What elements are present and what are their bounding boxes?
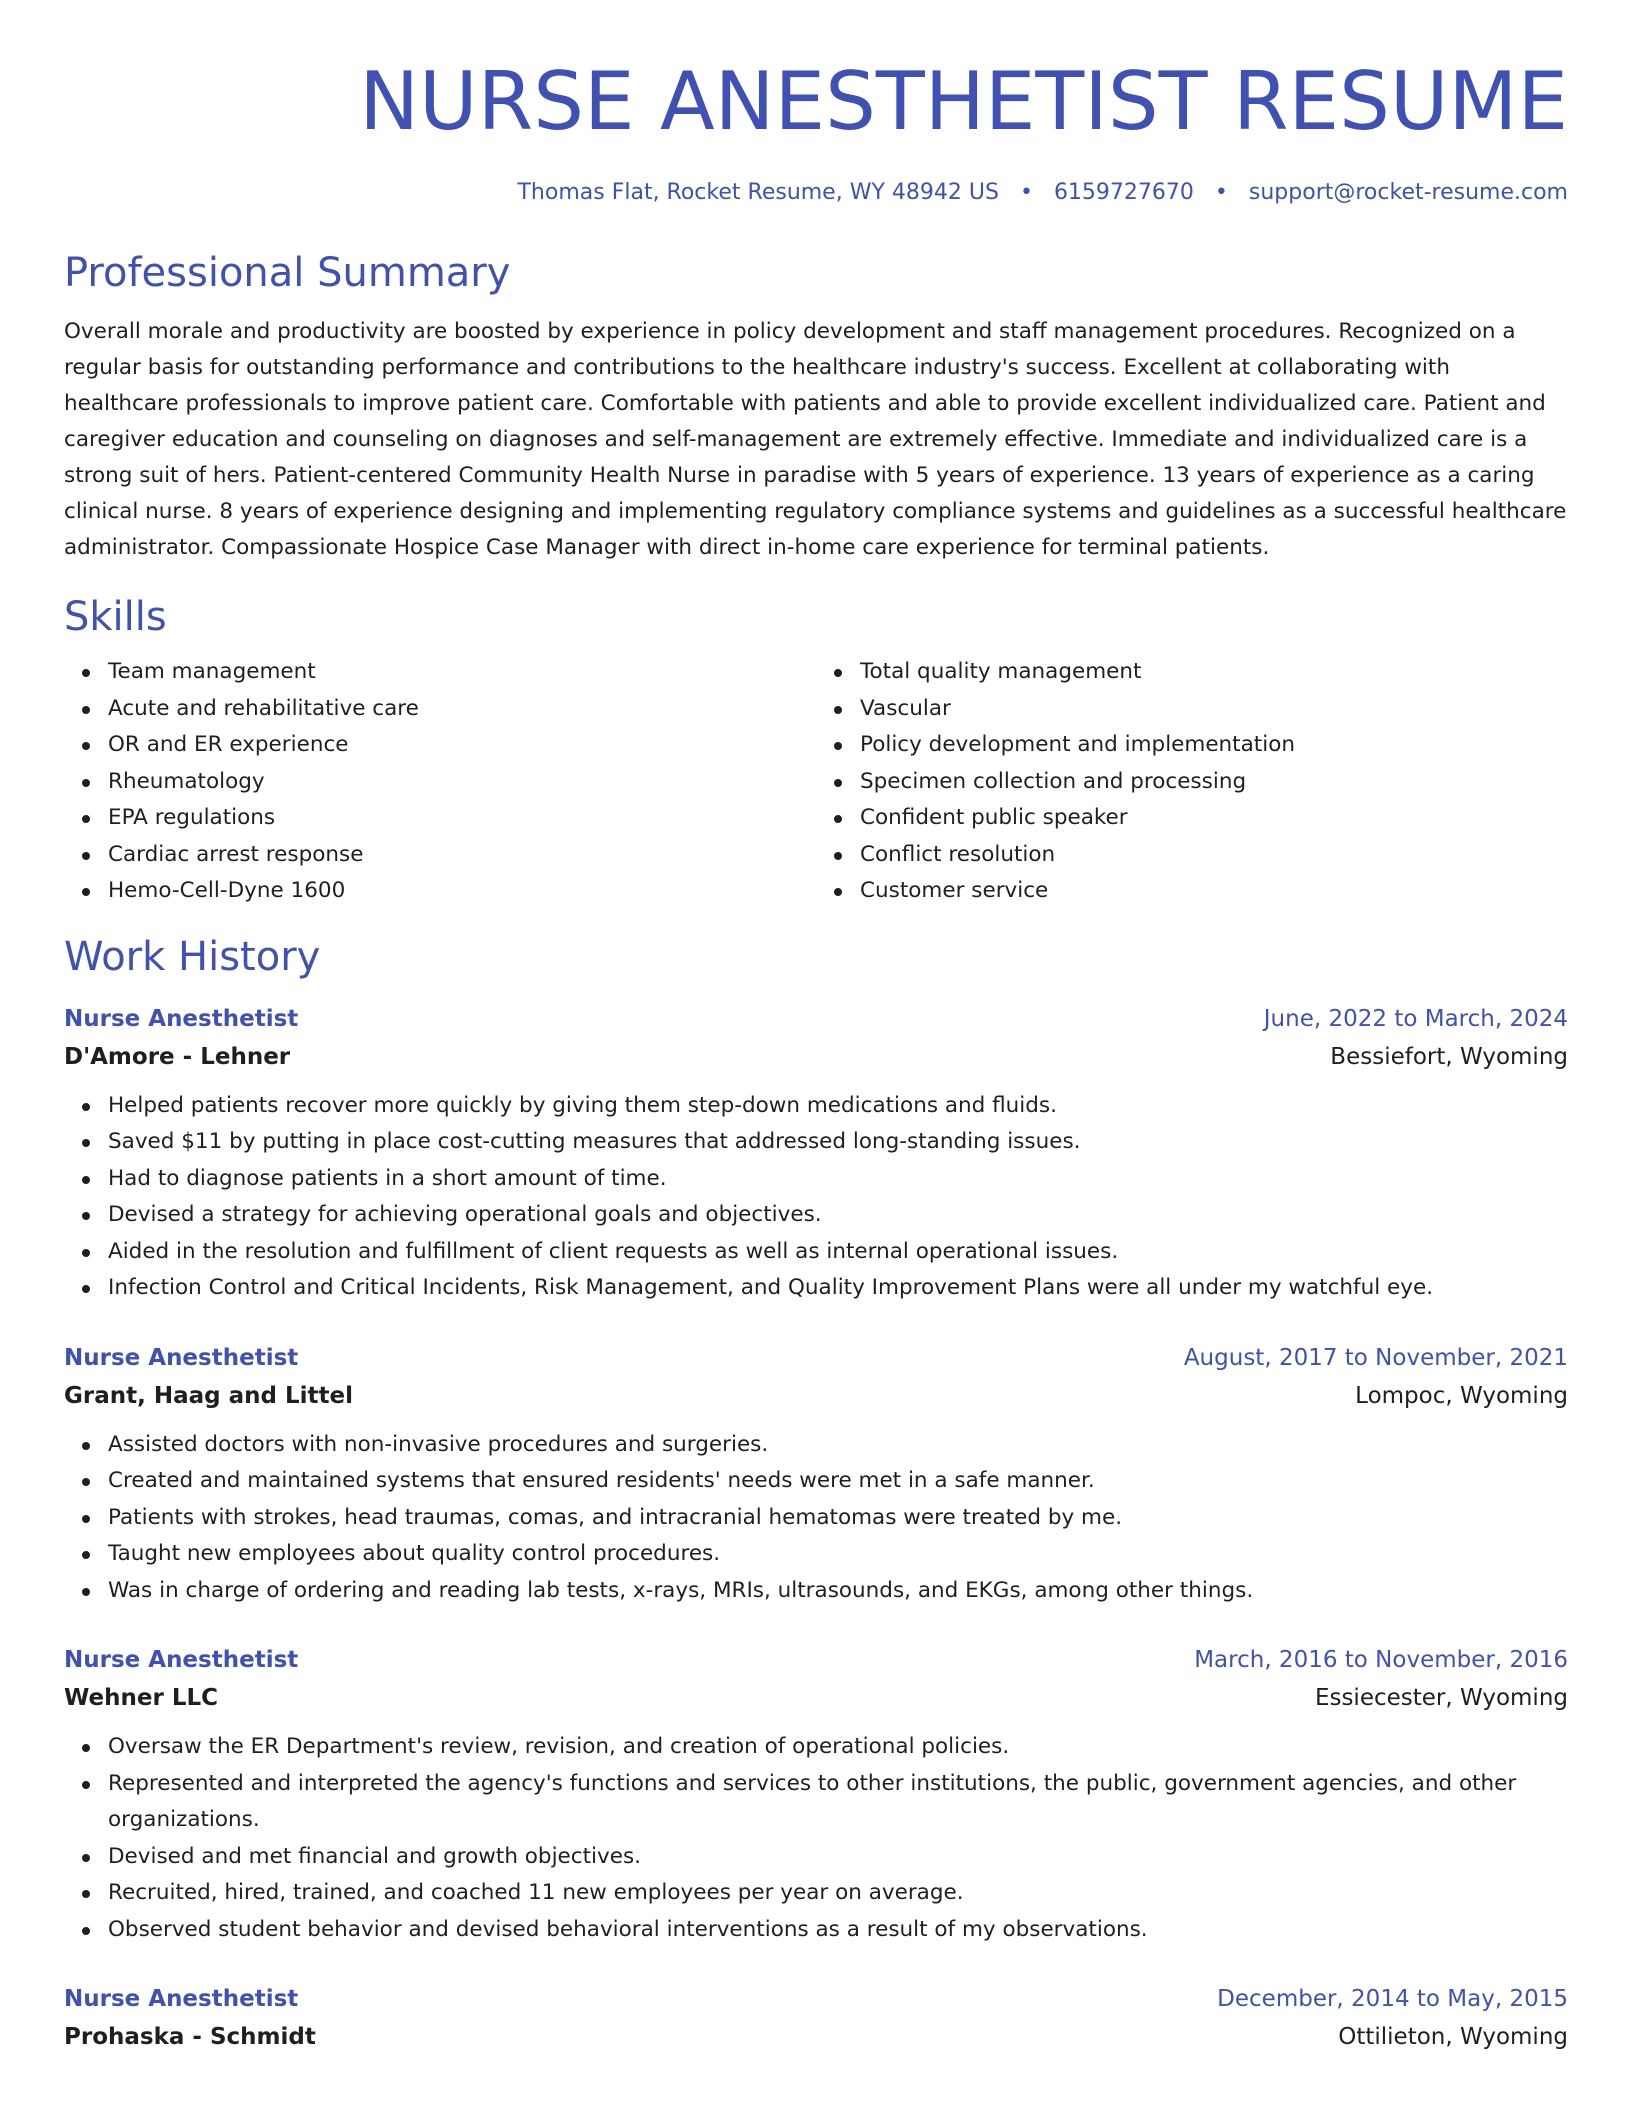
job-entry [64, 1000, 1568, 1307]
skill-item: Customer service [860, 873, 1568, 910]
job-header-row [64, 1000, 1568, 1038]
section-heading-work-history: Work History [64, 933, 321, 980]
job-duty: Had to diagnose patients in a short amount of time. [108, 1161, 1568, 1198]
job-duty: Taught new employees about quality control procedures. [108, 1536, 1568, 1573]
job-location: Bessiefort, Wyoming [1330, 1043, 1568, 1070]
job-location: Ottilieton, Wyoming [1338, 2024, 1568, 2050]
skill-item: Vascular [860, 691, 1568, 728]
skill-item: Confident public speaker [860, 800, 1568, 837]
skill-item: Hemo-Cell-Dyne 1600 [108, 873, 816, 910]
job-duty: Observed student behavior and devised behavioral interventions as a result of my observations. [108, 1912, 1568, 1949]
job-company: Wehner LLC [64, 1685, 219, 1711]
job-duty: Oversaw the ER Department's review, revision, and creation of operational policies. [108, 1729, 1568, 1766]
skill-item: Rheumatology [108, 764, 816, 801]
job-company: Grant, Haag and Littel [64, 1382, 353, 1409]
job-header-row [64, 1641, 1568, 1679]
job-company-row [64, 2018, 1568, 2056]
job-title: Nurse Anesthetist [64, 1344, 299, 1371]
contact-line [64, 178, 1568, 208]
skills-column-left [64, 654, 816, 910]
job-dates: June, 2022 to March, 2024 [1263, 1005, 1568, 1032]
skill-item: Policy development and implementation [860, 727, 1568, 764]
section-heading-skills: Skills [64, 594, 167, 640]
job-duty: Represented and interpreted the agency's functions and services to other institutions, the public, government agencies, and other organizations. [108, 1766, 1568, 1839]
skill-item: Total quality management [860, 654, 1568, 691]
skill-item: Cardiac arrest response [108, 837, 816, 874]
job-company: Prohaska - Schmidt [64, 2024, 316, 2050]
job-duty: Aided in the resolution and fulfillment of client requests as well as internal operational issues. [108, 1234, 1568, 1271]
skill-item: Acute and rehabilitative care [108, 691, 816, 728]
skill-item: Conflict resolution [860, 837, 1568, 874]
job-entry [64, 1339, 1568, 1610]
job-duty: Devised a strategy for achieving operational goals and objectives. [108, 1197, 1568, 1234]
skill-item: Specimen collection and processing [860, 764, 1568, 801]
skill-item: OR and ER experience [108, 727, 816, 764]
job-dates: December, 2014 to May, 2015 [1217, 1986, 1568, 2012]
contact-separator: • [1214, 180, 1228, 205]
job-duty: Patients with strokes, head traumas, comas, and intracranial hematomas were treated by me. [108, 1500, 1568, 1537]
job-entry [64, 1980, 1568, 2056]
job-duties-list [64, 1729, 1568, 1948]
job-duties-list [64, 1088, 1568, 1307]
job-duty: Helped patients recover more quickly by giving them step-down medications and fluids. [108, 1088, 1568, 1125]
job-duty: Devised and met financial and growth objectives. [108, 1839, 1568, 1876]
job-duty: Saved $11 by putting in place cost-cutting measures that addressed long-standing issues. [108, 1124, 1568, 1161]
section-heading-summary: Professional Summary [64, 250, 511, 296]
job-location: Essiecester, Wyoming [1314, 1685, 1568, 1711]
job-header-row [64, 1980, 1568, 2018]
job-header-row [64, 1339, 1568, 1377]
job-duty: Was in charge of ordering and reading lab tests, x-rays, MRIs, ultrasounds, and EKGs, among other things. [108, 1573, 1568, 1610]
skills-grid [64, 654, 1568, 910]
skill-item: Team management [108, 654, 816, 691]
skills-column-right [816, 654, 1568, 910]
job-company-row [64, 1038, 1568, 1076]
job-company: D'Amore - Lehner [64, 1043, 291, 1070]
job-title: Nurse Anesthetist [64, 1005, 299, 1032]
skill-item: EPA regulations [108, 800, 816, 837]
contact-separator: • [1019, 180, 1033, 205]
job-title: Nurse Anesthetist [64, 1647, 299, 1673]
job-dates: March, 2016 to November, 2016 [1194, 1647, 1568, 1673]
resume-page [64, 0, 1568, 2056]
job-duty: Infection Control and Critical Incidents, Risk Management, and Quality Improvement Plans were all under my watchful eye. [108, 1270, 1568, 1307]
job-dates: August, 2017 to November, 2021 [1183, 1344, 1568, 1371]
job-company-row [64, 1679, 1568, 1717]
job-duty: Assisted doctors with non-invasive procedures and surgeries. [108, 1427, 1568, 1464]
resume-title: NURSE ANESTHETIST RESUME [359, 55, 1568, 148]
contact-email: support@rocket-resume.com [1248, 180, 1568, 205]
job-entry [64, 1641, 1568, 1948]
contact-address: Thomas Flat, Rocket Resume, WY 48942 US [517, 180, 999, 205]
job-duties-list [64, 1427, 1568, 1610]
job-duty: Recruited, hired, trained, and coached 11 new employees per year on average. [108, 1875, 1568, 1912]
job-company-row [64, 1377, 1568, 1415]
summary-text: Overall morale and productivity are boosted by experience in policy development and staff management procedures. Recognized on a regular basis for outstanding performance and contributions to the healthcare industry's success. Excellent at collaborating with healthcare professionals to improve patient care. Comfortable with patients and able to provide excellent individualized care. Patient and caregiver education and counseling on diagnoses and self-management are extremely effective. Immediate and individualized care is a strong suit of hers. Patient-centered Community Health Nurse in paradise with 5 years of experience. 13 years of experience as a caring clinical nurse. 8 years of experience designing and implementing regulatory compliance systems and guidelines as a successful healthcare administrator. Compassionate Hospice Case Manager with direct in-home care experience for terminal patients. [64, 319, 1567, 560]
contact-phone: 6159727670 [1053, 180, 1194, 205]
job-title: Nurse Anesthetist [64, 1986, 299, 2012]
job-location: Lompoc, Wyoming [1355, 1382, 1568, 1409]
job-duty: Created and maintained systems that ensured residents' needs were met in a safe manner. [108, 1463, 1568, 1500]
